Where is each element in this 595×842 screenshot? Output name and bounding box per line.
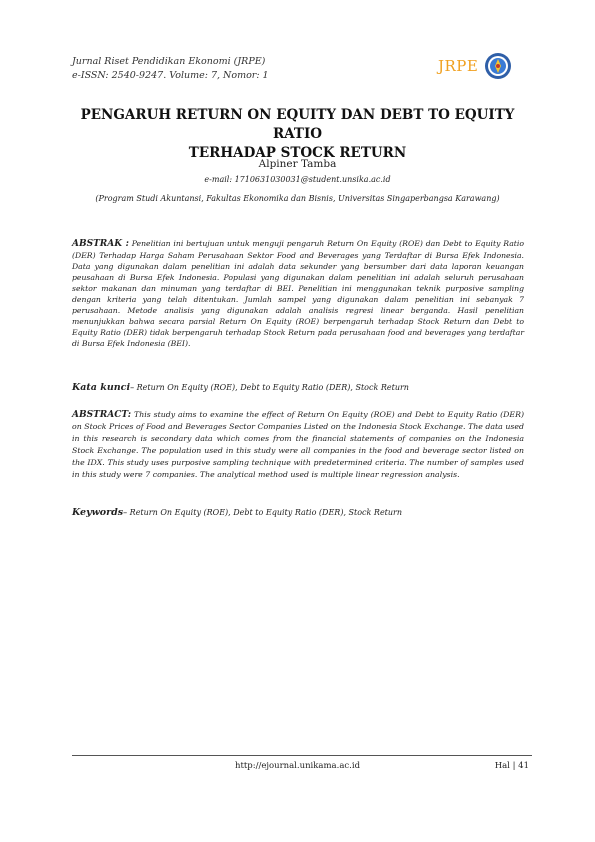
abstract-label: ABSTRACT: [72,410,132,420]
abstrak-text: Penelitian ini bertujuan untuk menguji pengaruh Return On Equity (ROE) dan Debt to Equity Ratio (DER) Terhadap Harga Saham Perusahaan Sektor Food and Beverages yang Terdaftar di Bursa Efek Indonesia. Data yang digunakan dalam penelitian ini adalah data sekunder yang bersumber dari data laporan keuangan peusahaan di Bursa Efek Indonesia. Populasi yang digunakan dalam penelitian ini adalah seluruh perusahaan sektor makanan dan minuman yang terdaftar di BEI. Penelitian ini menggunakan teknik purposive sampling dengan kriteria yang telah ditentukan. Jumlah sampel yang digunakan dalam penelitian ini sebanyak 7 perusahaan. Metode analisis yang digunakan adalah analisis regresi linear berganda. Hasil penelitian menunjukkan bahwa secara parsial Return On Equity (ROE) berpengaruh terhadap Stock Return dan Debt to Equity Ratio (DER) tidak berpengaruh terhadap Stock Return pada perusahaan food and beverages yang terdaftar di Bursa Efek Indonesia (BEI). [72,239,524,348]
title-line-1: PENGARUH RETURN ON EQUITY DAN DEBT TO EQUITY RATIO [80,107,515,142]
page-number: Hal | 41 [494,761,529,771]
journal-name: Jurnal Riset Pendidikan Ekonomi (JRPE) [72,56,266,67]
journal-issn: e-ISSN: 2540-9247. Volume: 7, Nomor: 1 [72,70,269,81]
author-email: e-mail: 1710631030031@student.unsika.ac.id [204,175,391,184]
logo-text: JRPE [438,57,479,75]
footer-url[interactable]: http://ejournal.unikama.ac.id [234,761,361,771]
university-seal-icon [484,52,512,80]
title-line-2: TERHADAP STOCK RETURN [188,145,407,161]
journal-logo [438,50,528,82]
keywords-label: Keywords [72,507,124,518]
paper-title [60,106,535,163]
author-name: Alpiner Tamba [258,158,337,170]
kata-kunci-text: – Return On Equity (ROE), Debt to Equity Ratio (DER), Stock Return [130,383,409,392]
abstrak-section [72,238,524,349]
keywords-text: – Return On Equity (ROE), Debt to Equity Ratio (DER), Stock Return [123,508,403,517]
abstract-section [72,409,524,481]
footer-divider [72,755,532,756]
abstract-text: This study aims to examine the effect of Return On Equity (ROE) and Debt to Equity Ratio (DER) on Stock Prices of Food and Beverages Sector Companies Listed on the Indonesia Stock Exchange. The data used in this research is secondary data which comes from the financial statements of companies on the Indonesia Stock Exchange. The population used in this study were all companies in the food and beverage sector listed on the IDX. This study uses purposive sampling technique with predetermined criteria. The number of samples used in this study were 7 companies. The analytical method used is multiple linear regression analysis. [72,410,524,479]
abstrak-label: ABSTRAK : [72,239,129,249]
kata-kunci-section [72,382,524,393]
author-affiliation: (Program Studi Akuntansi, Fakultas Ekonomika dan Bisnis, Universitas Singaperbangsa Karawang) [95,194,500,203]
keywords-section [72,507,524,518]
kata-kunci-label: Kata kunci [72,382,131,393]
